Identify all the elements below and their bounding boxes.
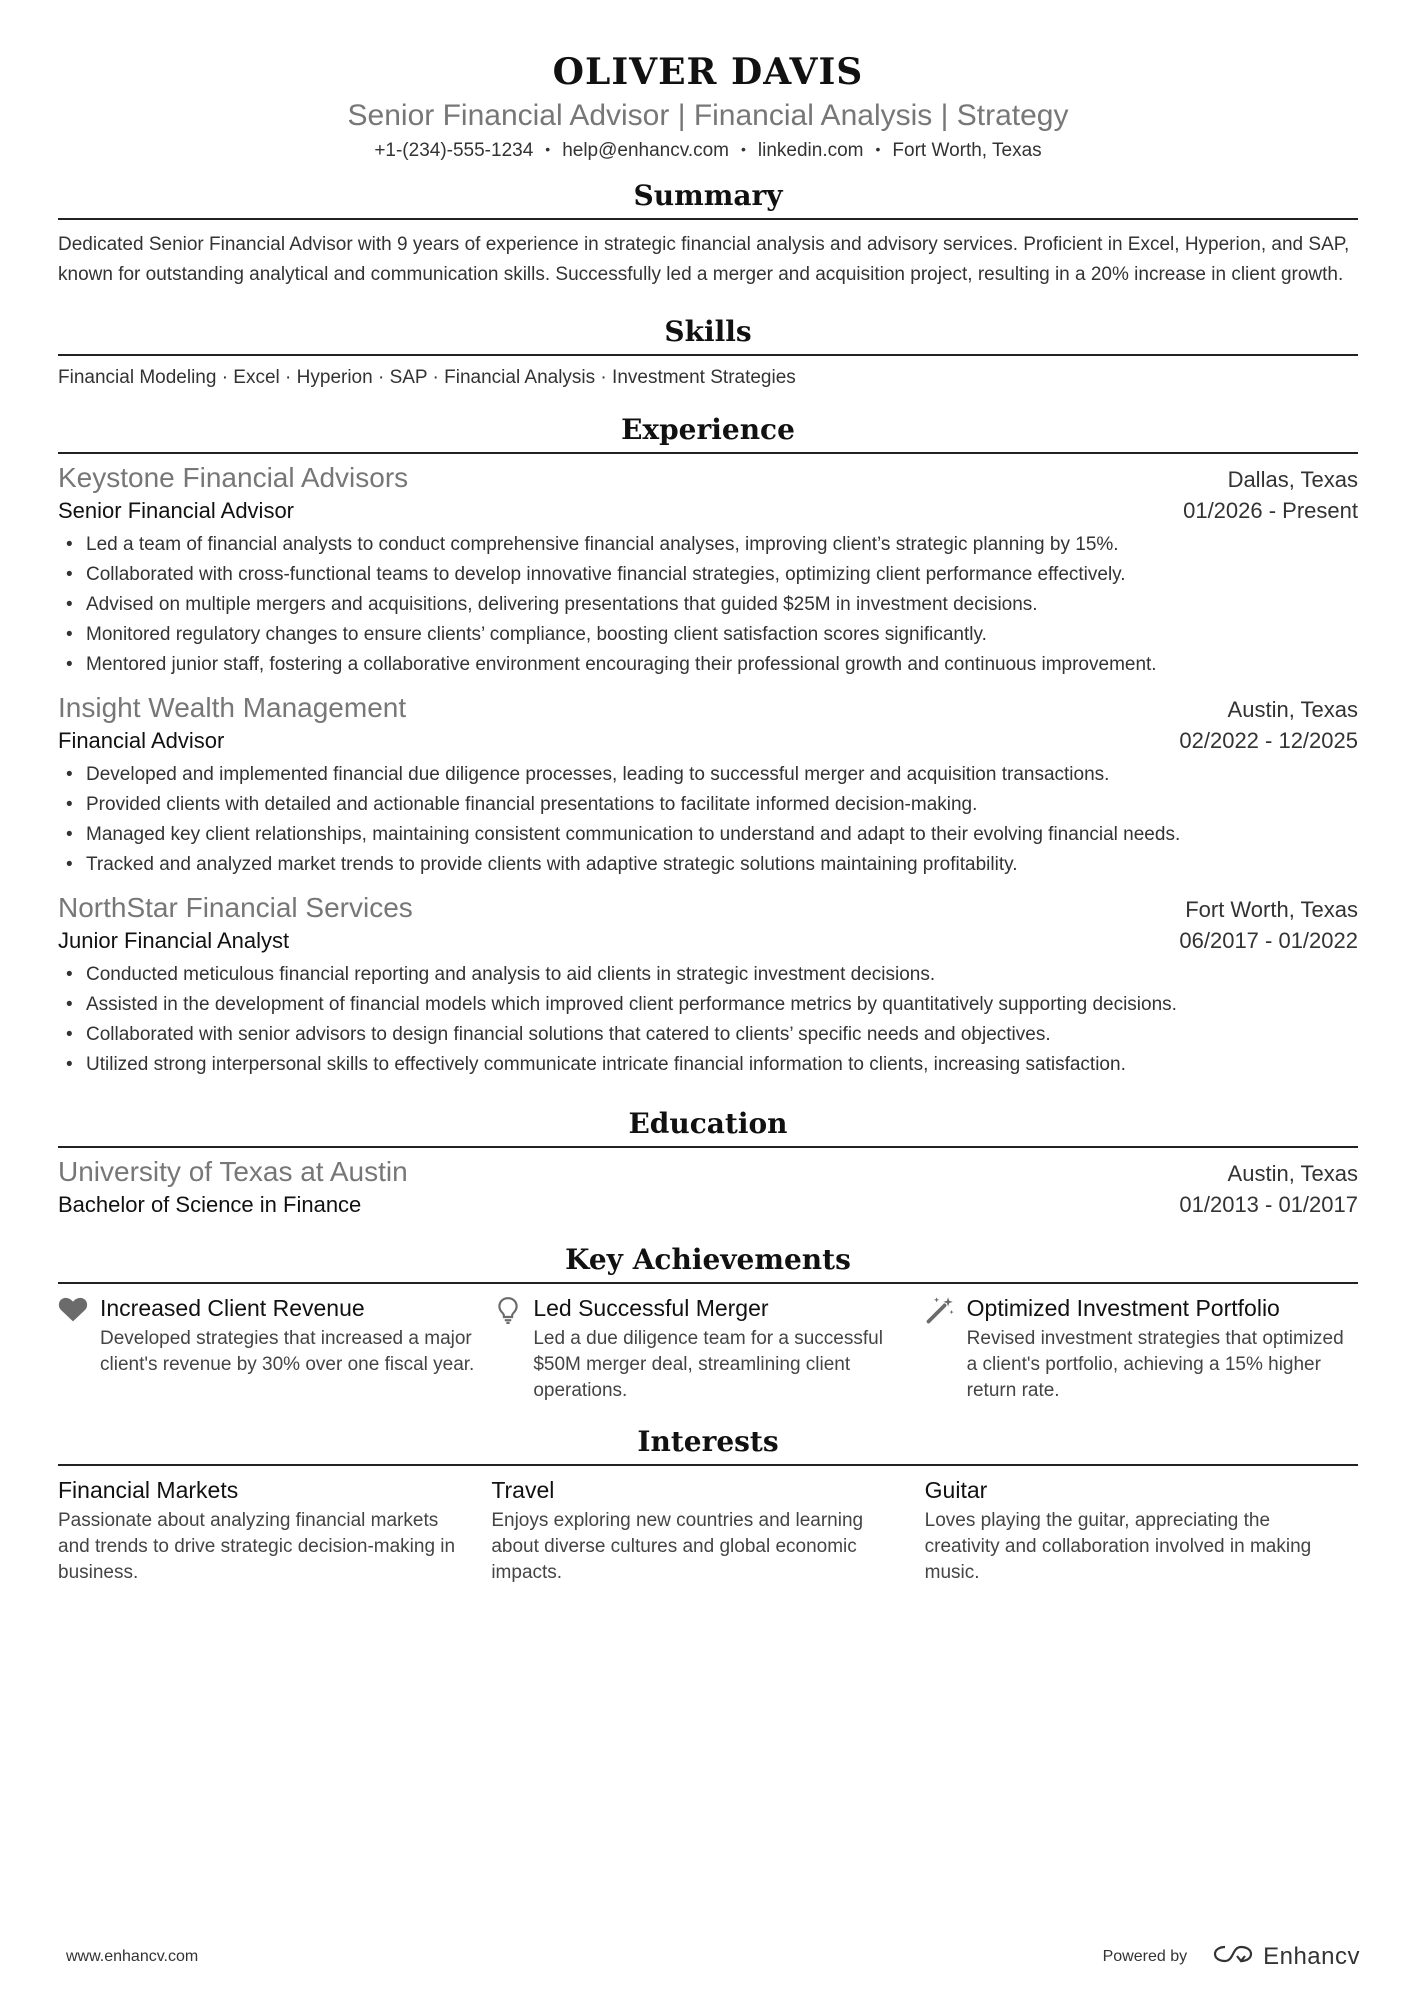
job-bullets (58, 530, 1358, 680)
section-title-skills: Skills (664, 315, 752, 348)
list-item: • Mentored junior staff, fostering a collaborative environment encouraging their professional growth and continuous improvement. (58, 650, 1358, 680)
list-item: • Developed and implemented financial due diligence processes, leading to successful merger and acquisition transactions. (58, 760, 1358, 790)
job-entry (58, 890, 1358, 1080)
heart-icon (58, 1292, 100, 1404)
magic-wand-icon (925, 1292, 967, 1404)
education-dates: 01/2013 - 01/2017 (1179, 1192, 1358, 1217)
location-text: Fort Worth, Texas (892, 140, 1042, 161)
achievement-item (58, 1292, 491, 1404)
section-title-achievements: Key Achievements (565, 1243, 851, 1276)
contact-separator: • (545, 141, 551, 157)
job-location: Dallas, Texas (1227, 467, 1358, 492)
section-divider (58, 452, 1358, 454)
interest-desc: Loves playing the guitar, appreciating the creativity and collaboration involved in making music. (924, 1510, 1312, 1583)
job-dates: 06/2017 - 01/2022 (1179, 928, 1358, 953)
interest-desc: Passionate about analyzing financial markets and trends to drive strategic decision-making in business. (58, 1510, 456, 1583)
job-dates: 02/2022 - 12/2025 (1179, 728, 1358, 753)
list-item: • Provided clients with detailed and actionable financial presentations to facilitate informed decision-making. (58, 790, 1358, 820)
job-entry (58, 460, 1358, 680)
contact-separator: • (741, 141, 746, 157)
list-item: • Tracked and analyzed market trends to provide clients with adaptive strategic solutions maintaining profitability. (58, 850, 1358, 880)
achievement-item (925, 1292, 1358, 1404)
education-school: University of Texas at Austin (58, 1156, 408, 1187)
achievement-desc: Revised investment strategies that optimized a client's portfolio, achieving a 15% higher return rate. (966, 1328, 1344, 1401)
job-company: NorthStar Financial Services (58, 892, 413, 923)
job-bullets (58, 760, 1358, 880)
list-item: • Collaborated with senior advisors to design financial solutions that catered to clients’ specific needs and objectives. (58, 1020, 1358, 1050)
job-dates: 01/2026 - Present (1183, 498, 1358, 523)
summary-text: Dedicated Senior Financial Advisor with 9 years of experience in strategic financial analysis and advisory services. Proficient in Excel, Hyperion, and SAP, known for outstanding analytical and communication skills. Successfully led a merger and acquisition project, resulting in a 20% increase in client growth. (58, 234, 1350, 285)
summary-section (58, 178, 1358, 290)
achievement-title: Led Successful Merger (533, 1295, 769, 1321)
education-degree: Bachelor of Science in Finance (58, 1192, 362, 1217)
list-item: • Collaborated with cross-functional teams to develop innovative financial strategies, optimizing client performance effectively. (58, 560, 1358, 590)
job-company: Insight Wealth Management (58, 692, 407, 723)
experience-section (58, 412, 1358, 1080)
list-item: • Advised on multiple mergers and acquisitions, delivering presentations that guided $25M in investment decisions. (58, 590, 1358, 620)
section-title-summary: Summary (633, 179, 783, 212)
list-item: • Led a team of financial analysts to conduct comprehensive financial analyses, improving client’s strategic planning by 15%. (58, 530, 1358, 560)
section-title-interests: Interests (637, 1425, 779, 1458)
section-divider (58, 354, 1358, 356)
interest-title: Travel (491, 1477, 555, 1503)
job-location: Fort Worth, Texas (1185, 897, 1358, 922)
section-divider (58, 1146, 1358, 1148)
job-role: Financial Advisor (58, 728, 225, 753)
education-section (58, 1106, 1358, 1220)
footer-website-link[interactable]: www.enhancv.com (66, 1947, 199, 1965)
candidate-tagline: Senior Financial Advisor | Financial Analysis | Strategy (347, 99, 1069, 132)
list-item: • Managed key client relationships, maintaining consistent communication to understand and adapt to their evolving financial needs. (58, 820, 1358, 850)
achievement-title: Optimized Investment Portfolio (966, 1295, 1280, 1321)
list-item: • Monitored regulatory changes to ensure clients’ compliance, boosting client satisfaction scores significantly. (58, 620, 1358, 650)
interest-desc: Enjoys exploring new countries and learning about diverse cultures and global economic impacts. (491, 1510, 864, 1583)
interest-title: Guitar (924, 1477, 988, 1503)
job-bullets (58, 960, 1358, 1080)
interests-section (58, 1424, 1358, 1586)
education-location: Austin, Texas (1227, 1161, 1358, 1186)
section-divider (58, 1282, 1358, 1284)
achievement-title: Increased Client Revenue (100, 1295, 365, 1321)
interest-title: Financial Markets (58, 1477, 239, 1503)
achievement-item (491, 1292, 924, 1404)
interest-item (491, 1474, 924, 1586)
enhancv-brand-text[interactable]: Enhancv (1263, 1942, 1360, 1970)
list-item: • Assisted in the development of financial models which improved client performance metrics by quantitatively supporting decisions. (58, 990, 1358, 1020)
section-title-education: Education (628, 1107, 788, 1140)
section-divider (58, 218, 1358, 220)
achievements-section (58, 1242, 1358, 1404)
job-location: Austin, Texas (1227, 697, 1358, 722)
list-item: • Utilized strong interpersonal skills to effectively communicate intricate financial information to clients, increasing satisfaction. (58, 1050, 1358, 1080)
email-link[interactable]: help@enhancv.com (562, 140, 729, 161)
section-divider (58, 1464, 1358, 1466)
resume-header (58, 0, 1358, 164)
achievement-desc: Led a due diligence team for a successful $50M merger deal, streamlining client operations. (533, 1328, 883, 1401)
interest-item (925, 1474, 1358, 1586)
job-role: Senior Financial Advisor (58, 498, 295, 523)
contact-separator: • (875, 141, 881, 157)
interest-item (58, 1474, 491, 1586)
linkedin-link[interactable]: linkedin.com (757, 140, 864, 161)
job-entry (58, 690, 1358, 880)
candidate-name: OLIVER DAVIS (552, 51, 864, 93)
job-role: Junior Financial Analyst (58, 928, 290, 953)
footer-branding (1103, 1942, 1360, 1971)
lightbulb-icon (491, 1292, 533, 1404)
achievement-desc: Developed strategies that increased a major client's revenue by 30% over one fiscal year. (100, 1328, 475, 1375)
job-company: Keystone Financial Advisors (58, 462, 409, 493)
section-title-experience: Experience (621, 413, 795, 446)
resume-page (58, 0, 1358, 1586)
phone-number[interactable]: +1-(234)-555-1234 (374, 140, 534, 161)
skills-list: Financial Modeling · Excel · Hyperion · SAP · Financial Analysis · Investment Strategies (58, 367, 796, 388)
enhancv-logo-icon (1211, 1942, 1255, 1971)
page-footer (66, 1942, 1360, 1971)
list-item: • Conducted meticulous financial reporting and analysis to aid clients in strategic investment decisions. (58, 960, 1358, 990)
contact-line (58, 138, 1358, 164)
powered-by-label: Powered by (1102, 1947, 1188, 1965)
skills-section (58, 314, 1358, 392)
